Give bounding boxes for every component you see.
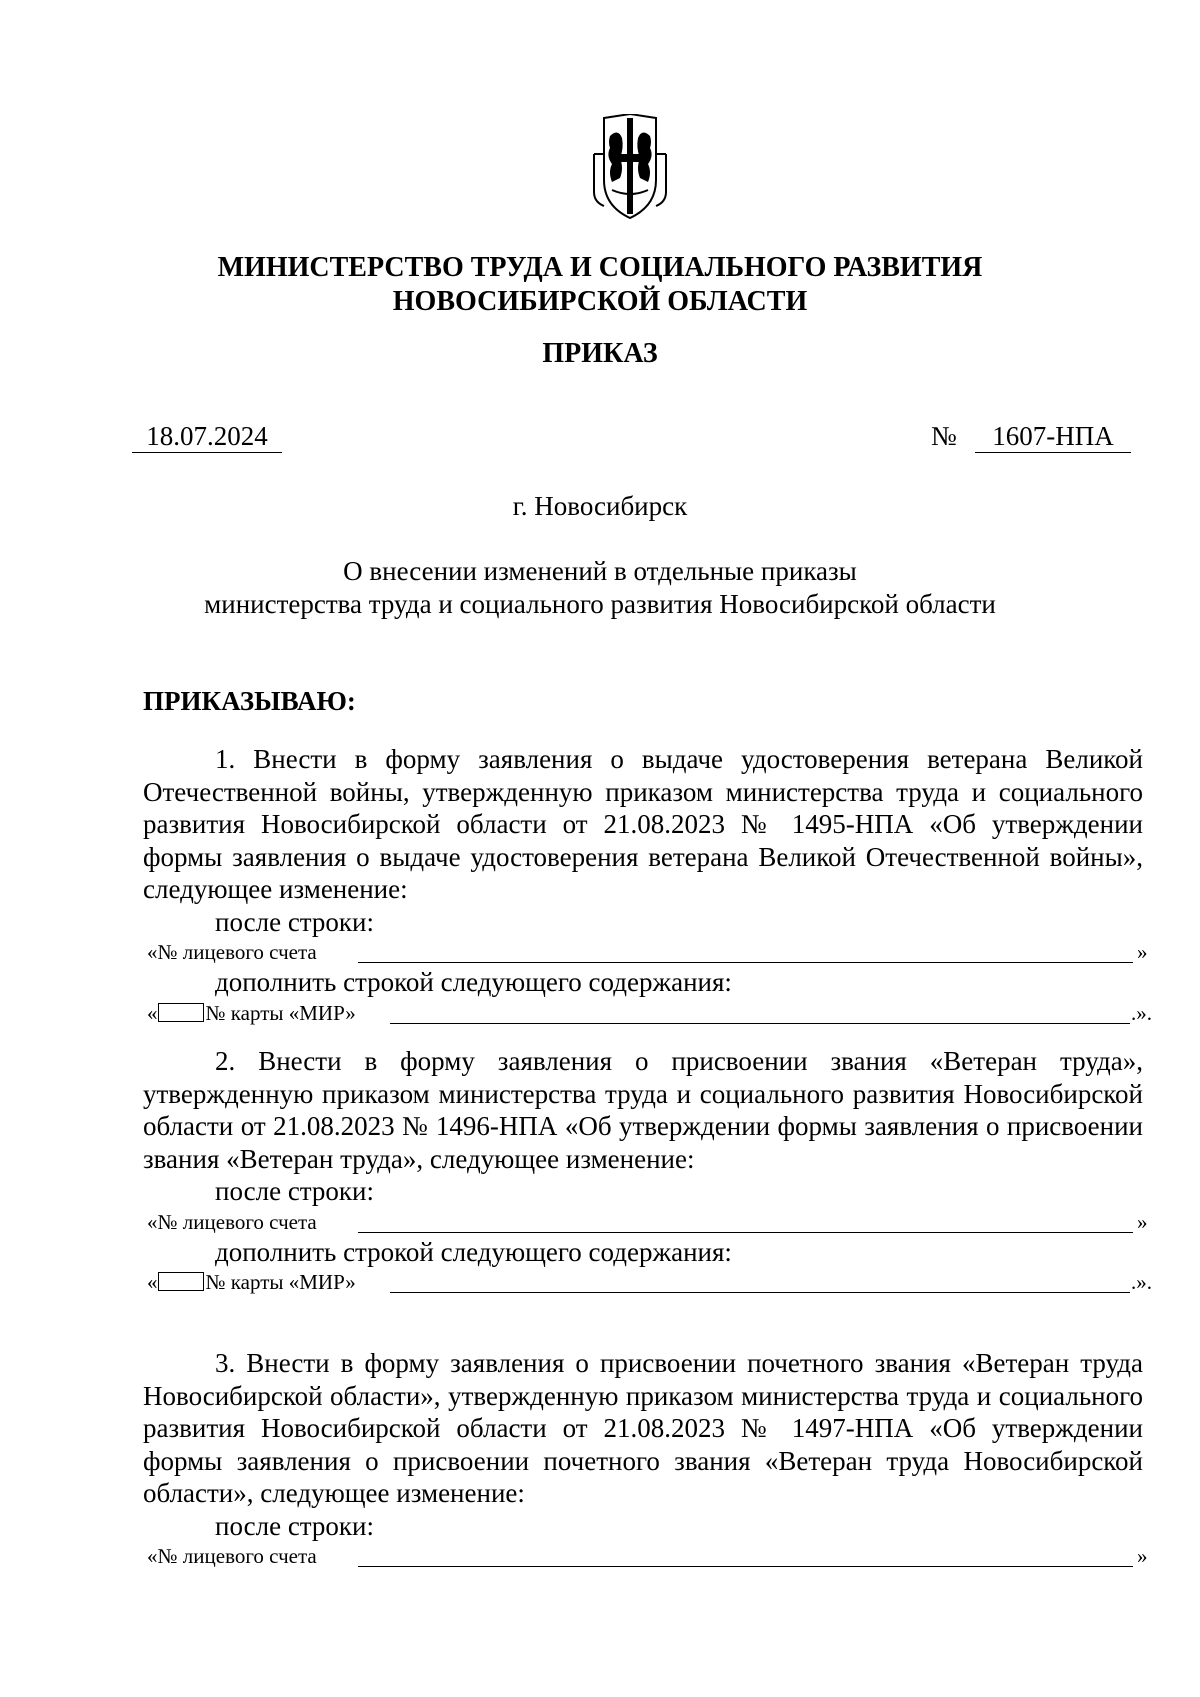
coat-of-arms-icon xyxy=(590,114,670,220)
account-label: «№ лицевого счета xyxy=(147,1544,317,1568)
order-item-3 xyxy=(143,1347,1148,1570)
document-type: ПРИКАЗ xyxy=(542,338,658,369)
city: г. Новосибирск xyxy=(512,491,688,521)
organization-line-1: МИНИСТЕРСТВО ТРУДА И СОЦИАЛЬНОГО РАЗВИТИЯ xyxy=(217,252,983,283)
card-field-line xyxy=(143,999,1152,1027)
add-line-text: дополнить строкой следующего содержания: xyxy=(215,1236,732,1267)
after-line-text: после строки: xyxy=(215,1176,374,1206)
organization-line-2: НОВОСИБИРСКОЙ ОБЛАСТИ xyxy=(392,286,808,317)
checkbox-square xyxy=(158,1272,204,1291)
subject-line-2: министерства труда и социального развития Новосибирской области xyxy=(204,589,996,619)
add-line-text: дополнить строкой следующего содержания: xyxy=(215,967,732,997)
document-date: 18.07.2024 xyxy=(132,420,282,453)
account-end: » xyxy=(1137,1209,1148,1234)
checkbox-square xyxy=(158,1003,204,1022)
account-end: » xyxy=(1137,940,1148,964)
after-line-text: после строки: xyxy=(215,906,374,937)
card-underline xyxy=(390,1023,1130,1024)
item-text: 3. Внести в форму заявления о присвоении почетного звания «Ветеран труда Новосибирской области», утвержденную приказом министерства труда и социального развития Новосибирской области от 21.08.2023 № 1497-НПА «Об утверждении формы заявления о присвоении почетного звания «Ветеран труда Новосибирской области», следующее изменение: xyxy=(143,1348,1143,1508)
account-underline xyxy=(358,1232,1133,1233)
order-item-1 xyxy=(143,743,1152,1027)
subject-line-1: О внесении изменений в отдельные приказы xyxy=(343,556,857,586)
order-item-2 xyxy=(143,1045,1152,1296)
item-text: 1. Внести в форму заявления о выдаче удостоверения ветерана Великой Отечественной войны, утвержденную приказом министерства труда и социального развития Новосибирской области от 21.08.2023 № 1495-НПА «Об утверждении формы заявления о выдаче удостоверения ветерана Великой Отечественной войны», следующее изменение: xyxy=(143,744,1143,904)
document-number: 1607-НПА xyxy=(975,420,1131,453)
item-text: 2. Внести в форму заявления о присвоении звания «Ветеран труда», утвержденную приказом министерства труда и социального развития Новосибирской области от 21.08.2023 № 1496-НПА «Об утверждении формы заявления о присвоении звания «Ветеран труда», следующее изменение: xyxy=(143,1046,1143,1174)
card-end: .». xyxy=(1131,1000,1152,1025)
organization-name xyxy=(0,251,1200,319)
account-field-line xyxy=(143,1208,1148,1236)
card-end: .». xyxy=(1131,1270,1152,1294)
account-field-line xyxy=(143,938,1148,966)
after-line-text: после строки: xyxy=(215,1510,374,1541)
account-label: «№ лицевого счета xyxy=(147,940,317,964)
card-label: № карты «МИР» xyxy=(205,1270,356,1294)
account-field-line xyxy=(143,1542,1148,1570)
card-underline xyxy=(390,1292,1130,1293)
account-label: «№ лицевого счета xyxy=(147,1209,317,1234)
account-underline xyxy=(358,1566,1133,1567)
document-subject xyxy=(0,555,1200,621)
account-underline xyxy=(358,962,1133,963)
number-sign: № xyxy=(931,421,957,451)
account-end: » xyxy=(1137,1544,1148,1568)
card-label: № карты «МИР» xyxy=(205,1000,356,1025)
orders-label: ПРИКАЗЫВАЮ: xyxy=(143,686,356,716)
card-open-quote: « xyxy=(147,1270,158,1294)
card-open-quote: « xyxy=(147,1000,158,1025)
card-field-line xyxy=(143,1268,1152,1296)
